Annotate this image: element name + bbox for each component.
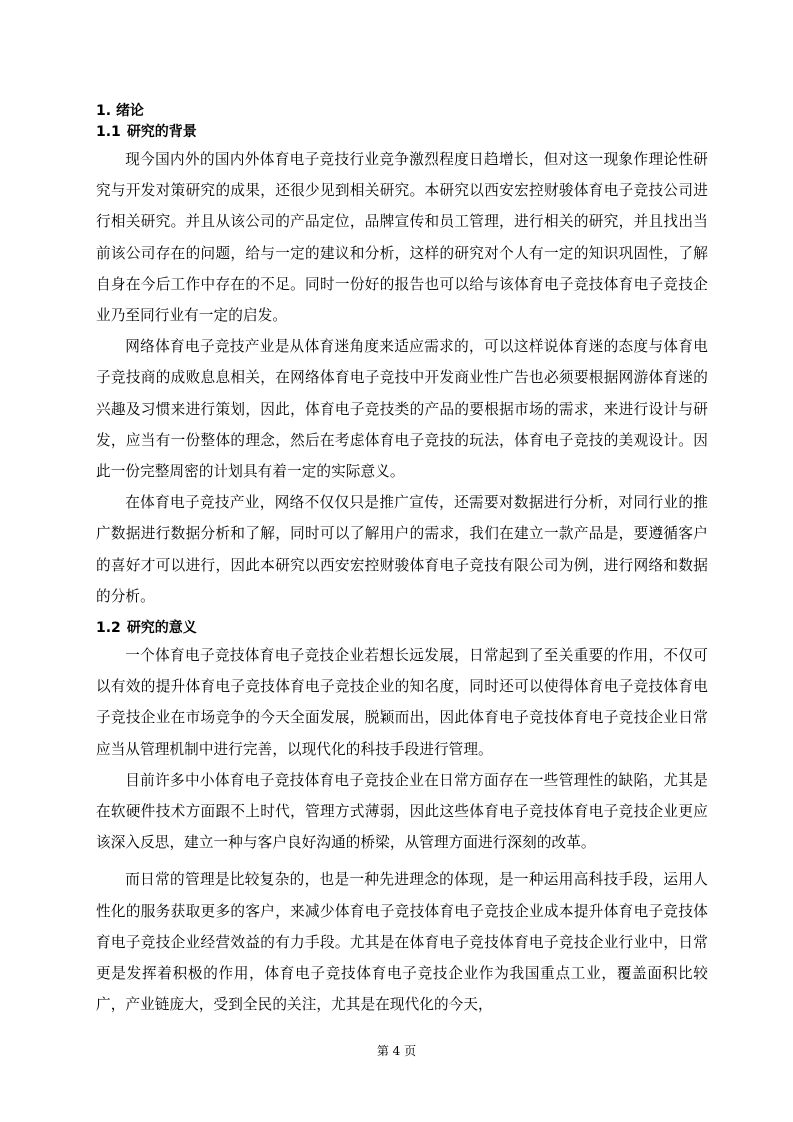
section-title: 研究的意义 (126, 620, 197, 637)
paragraph: 网络体育电子竞技产业是从体育迷角度来适应需求的，可以这样说体育迷的态度与体育电子竞技商的成败息息相关，在网络体育电子竞技中开发商业性广告也必须要根据网游体育迷的兴趣及习惯来进行策划，因此，体育电子竞技类的产品的要根据市场的需求，来进行设计与研发，应当有一份整体的理念，然后在考虑体育电子竞技的玩法，体育电子竞技的美观设计。因此一份完整周密的计划具有着一定的实际意义。 (96, 338, 708, 481)
section-number: 1.2 (96, 620, 121, 637)
paragraph: 而日常的管理是比较复杂的，也是一种先进理念的体现，是一种运用高科技手段，运用人性化的服务获取更多的客户，来减少体育电子竞技体育电子竞技企业成本提升体育电子竞技体育电子竞技企业经营效益的有力手段。尤其是在体育电子竞技体育电子竞技企业行业中，日常更是发挥着积极的作用，体育电子竞技体育电子竞技企业作为我国重点工业，覆盖面积比较广，产业链庞大，受到全民的关注，尤其是在现代化的今天， (96, 871, 708, 1014)
paragraph: 一个体育电子竞技体育电子竞技企业若想长远发展，日常起到了至关重要的作用，不仅可以有效的提升体育电子竞技体育电子竞技企业的知名度，同时还可以使得体育电子竞技体育电子竞技企业在市场竞争的今天全面发展，脱颖而出，因此体育电子竞技体育电子竞技企业日常应当从管理机制中进行完善，以现代化的科技手段进行管理。 (96, 647, 708, 758)
section-significance (96, 618, 708, 1020)
chapter-title: 绪论 (115, 103, 144, 119)
paragraph: 在体育电子竞技产业，网络不仅仅只是推广宣传，还需要对数据进行分析，对同行业的推广数据进行数据分析和了解，同时可以了解用户的需求，我们在建立一款产品是，要遵循客户的喜好才可以进行，因此本研究以西安宏控财骏体育电子竞技有限公司为例，进行网络和数据的分析。 (96, 494, 708, 605)
section-background (96, 122, 708, 612)
section-heading (96, 618, 708, 638)
page-number: 4 (392, 1044, 401, 1058)
section-heading (96, 122, 708, 142)
section-number: 1.1 (96, 124, 121, 140)
paragraph: 目前许多中小体育电子竞技体育电子竞技企业在日常方面存在一些管理性的缺陷，尤其是在软硬件技术方面跟不上时代，管理方式薄弱，因此这些体育电子竞技体育电子竞技企业更应该深入反思，建立一种与客户良好沟通的桥梁，从管理方面进行深刻的改革。 (96, 771, 708, 852)
section-title: 研究的背景 (126, 124, 197, 140)
chapter-heading (96, 100, 708, 122)
paragraph: 现今国内外的国内外体育电子竞技行业竞争激烈程度日趋增长，但对这一现象作理论性研究与开发对策研究的成果，还很少见到相关研究。本研究以西安宏控财骏体育电子竞技公司进行相关研究。并且从该公司的产品定位，品牌宣传和员工管理，进行相关的研究，并且找出当前该公司存在的问题，给与一定的建议和分析，这样的研究对个人有一定的知识巩固性，了解自身在今后工作中存在的不足。同时一份好的报告也可以给与该体育电子竞技体育电子竞技企业乃至同行业有一定的启发。 (96, 151, 708, 325)
page-footer (0, 1043, 793, 1059)
footer-prefix: 第 (376, 1044, 389, 1058)
footer-suffix: 页 (404, 1044, 417, 1058)
page-body (96, 100, 708, 1020)
chapter-number: 1. (96, 103, 112, 119)
